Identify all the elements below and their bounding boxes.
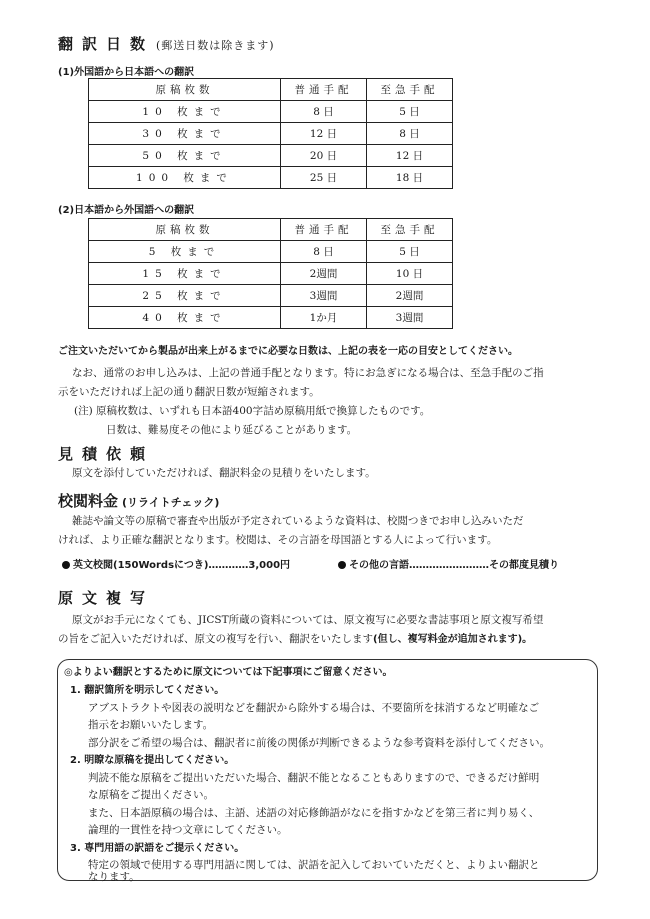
cell-pages: 40 枚まで [89, 307, 281, 329]
table-japanese-to-foreign [88, 218, 453, 329]
cell-normal: 20 日 [281, 145, 367, 167]
cell-normal: 25 日 [281, 167, 367, 189]
cell-express: 18 日 [367, 167, 453, 189]
days-paragraph-line: 示をいただければ上記の通り翻訳日数が短縮されます。 [58, 386, 320, 398]
estimate-text: 原文を添付していただければ、翻訳料金の見積りをいたします。 [72, 467, 376, 479]
cell-pages: 15 枚まで [89, 263, 281, 285]
note-3-title: 3. 専門用語の訳語をご提示ください。 [70, 843, 245, 854]
cell-express: 3週間 [367, 307, 453, 329]
table-foreign-to-japanese [88, 78, 453, 189]
cell-express: 12 日 [367, 145, 453, 167]
note-line: 特定の領域で使用する専門用語に関しては、訳語を記入しておいていただくと、よりよい翻訳と [88, 859, 540, 871]
cell-express: 5 日 [367, 241, 453, 263]
copy-line: 原文がお手元になくても、JICST所蔵の資料については、原文複写に必要な書誌事項と原文複写希望 [72, 614, 544, 626]
note-line: 論理的一貫性を持つ文章にしてください。 [88, 824, 288, 836]
table-row [89, 241, 453, 263]
fee-detail: (150Wordsにつき)…………3,000円 [113, 560, 291, 571]
cell-express: 10 日 [367, 263, 453, 285]
translation-days-title: 翻訳日数 [58, 35, 155, 53]
table2-caption: (2)日本語から外国語への翻訳 [58, 205, 195, 216]
copy-line [58, 630, 532, 649]
header-express: 至急手配 [367, 219, 453, 241]
table-row [89, 263, 453, 285]
cell-pages: 10 枚まで [89, 101, 281, 123]
note-line: 判読不能な原稿をご提出いただいた場合、翻訳不能となることもありますので、できるだけ鮮明 [88, 772, 540, 784]
header-express: 至急手配 [367, 79, 453, 101]
note-item-title [70, 682, 224, 700]
days-guideline-text: ご注文いただいてから製品が出来上がるまでに必要な日数は、上記の表を一応の目安としてください。 [58, 346, 518, 357]
table-row [89, 123, 453, 145]
cell-normal: 1か月 [281, 307, 367, 329]
note-line: なります。 [88, 871, 140, 883]
table-row [89, 167, 453, 189]
cell-normal: 12 日 [281, 123, 367, 145]
table-header-row [89, 219, 453, 241]
cell-pages: 5 枚まで [89, 241, 281, 263]
cell-express: 5 日 [367, 101, 453, 123]
proofreading-subtitle: (リライトチェック) [122, 496, 220, 509]
note-line: また、日本語原稿の場合は、主語、述語の対応修飾語がなにを指すかなどを第三者に判り易く、 [88, 807, 540, 819]
fee-detail: ……………………その都度見積り [409, 560, 559, 571]
copy-heading: 原文複写 [58, 589, 155, 607]
header-pages: 原稿枚数 [89, 219, 281, 241]
cell-normal: 8 日 [281, 241, 367, 263]
cell-normal: 3週間 [281, 285, 367, 307]
notes-heading-text: ◎よりよい翻訳とするために原文については下記事項にご留意ください。 [64, 667, 393, 678]
note-line: な原稿をご提出ください。 [88, 789, 214, 801]
table-header-row [89, 79, 453, 101]
cell-normal: 2週間 [281, 263, 367, 285]
days-note-line: (注) 原稿枚数は、いずれも日本語400字詰め原稿用紙で換算したものです。 [74, 405, 431, 417]
proofreading-heading [58, 490, 219, 511]
proofreading-line: ければ、より正確な翻訳となります。校閲は、その言語を母国語とする人によって行います。 [58, 534, 498, 546]
days-note-line: 日数は、難易度その他により延びることがあります。 [106, 424, 358, 436]
note-line: 指示をお願いいたします。 [88, 719, 214, 731]
fee-other-languages [338, 556, 559, 571]
days-paragraph-line: なお、通常のお申し込みは、上記の普通手配となります。特にお急ぎになる場合は、至急手配のご指 [72, 367, 544, 379]
header-normal: 普通手配 [281, 219, 367, 241]
fee-label: その他の言語 [349, 560, 409, 571]
note-1-title: 1. 翻訳箇所を明示してください。 [70, 685, 225, 696]
note-line: アブストラクトや図表の説明などを翻訳から除外する場合は、不要箇所を抹消するなど明確なご [88, 702, 540, 714]
cell-pages: 30 枚まで [89, 123, 281, 145]
notes-heading [64, 664, 393, 682]
fee-english [62, 556, 290, 571]
cell-pages: 50 枚まで [89, 145, 281, 167]
proofreading-line: 雑誌や論文等の原稿で審査や出版が予定されているような資料は、校閲つきでお申し込みいただ [72, 515, 524, 527]
note-item-title [70, 752, 234, 770]
table-row [89, 101, 453, 123]
table1-caption: (1)外国語から日本語への翻訳 [58, 67, 195, 78]
table-row [89, 285, 453, 307]
bullet-icon [62, 561, 70, 569]
copy-line-text: の旨をご記入いただければ、原文の複写を行い、翻訳をいたします [58, 633, 373, 645]
header-normal: 普通手配 [281, 79, 367, 101]
header-pages: 原稿枚数 [89, 79, 281, 101]
note-2-title: 2. 明瞭な原稿を提出してください。 [70, 755, 235, 766]
note-line: 部分訳をご希望の場合は、翻訳者に前後の関係が判断できるような参考資料を添付してください。 [88, 737, 550, 749]
copy-fee-note: (但し、複写料金が追加されます)。 [373, 634, 533, 645]
bullet-icon [338, 561, 346, 569]
table-row [89, 307, 453, 329]
cell-normal: 8 日 [281, 101, 367, 123]
estimate-heading: 見積依頼 [58, 445, 155, 463]
cell-pages: 100 枚まで [89, 167, 281, 189]
cell-pages: 25 枚まで [89, 285, 281, 307]
translation-days-note: (郵送日数は除きます) [156, 39, 275, 52]
fee-label: 英文校閲 [73, 560, 113, 571]
note-item-title [70, 840, 244, 858]
proofreading-title: 校閲料金 [58, 492, 119, 510]
cell-express: 2週間 [367, 285, 453, 307]
table-row [89, 145, 453, 167]
cell-express: 8 日 [367, 123, 453, 145]
translation-days-heading [58, 33, 275, 54]
